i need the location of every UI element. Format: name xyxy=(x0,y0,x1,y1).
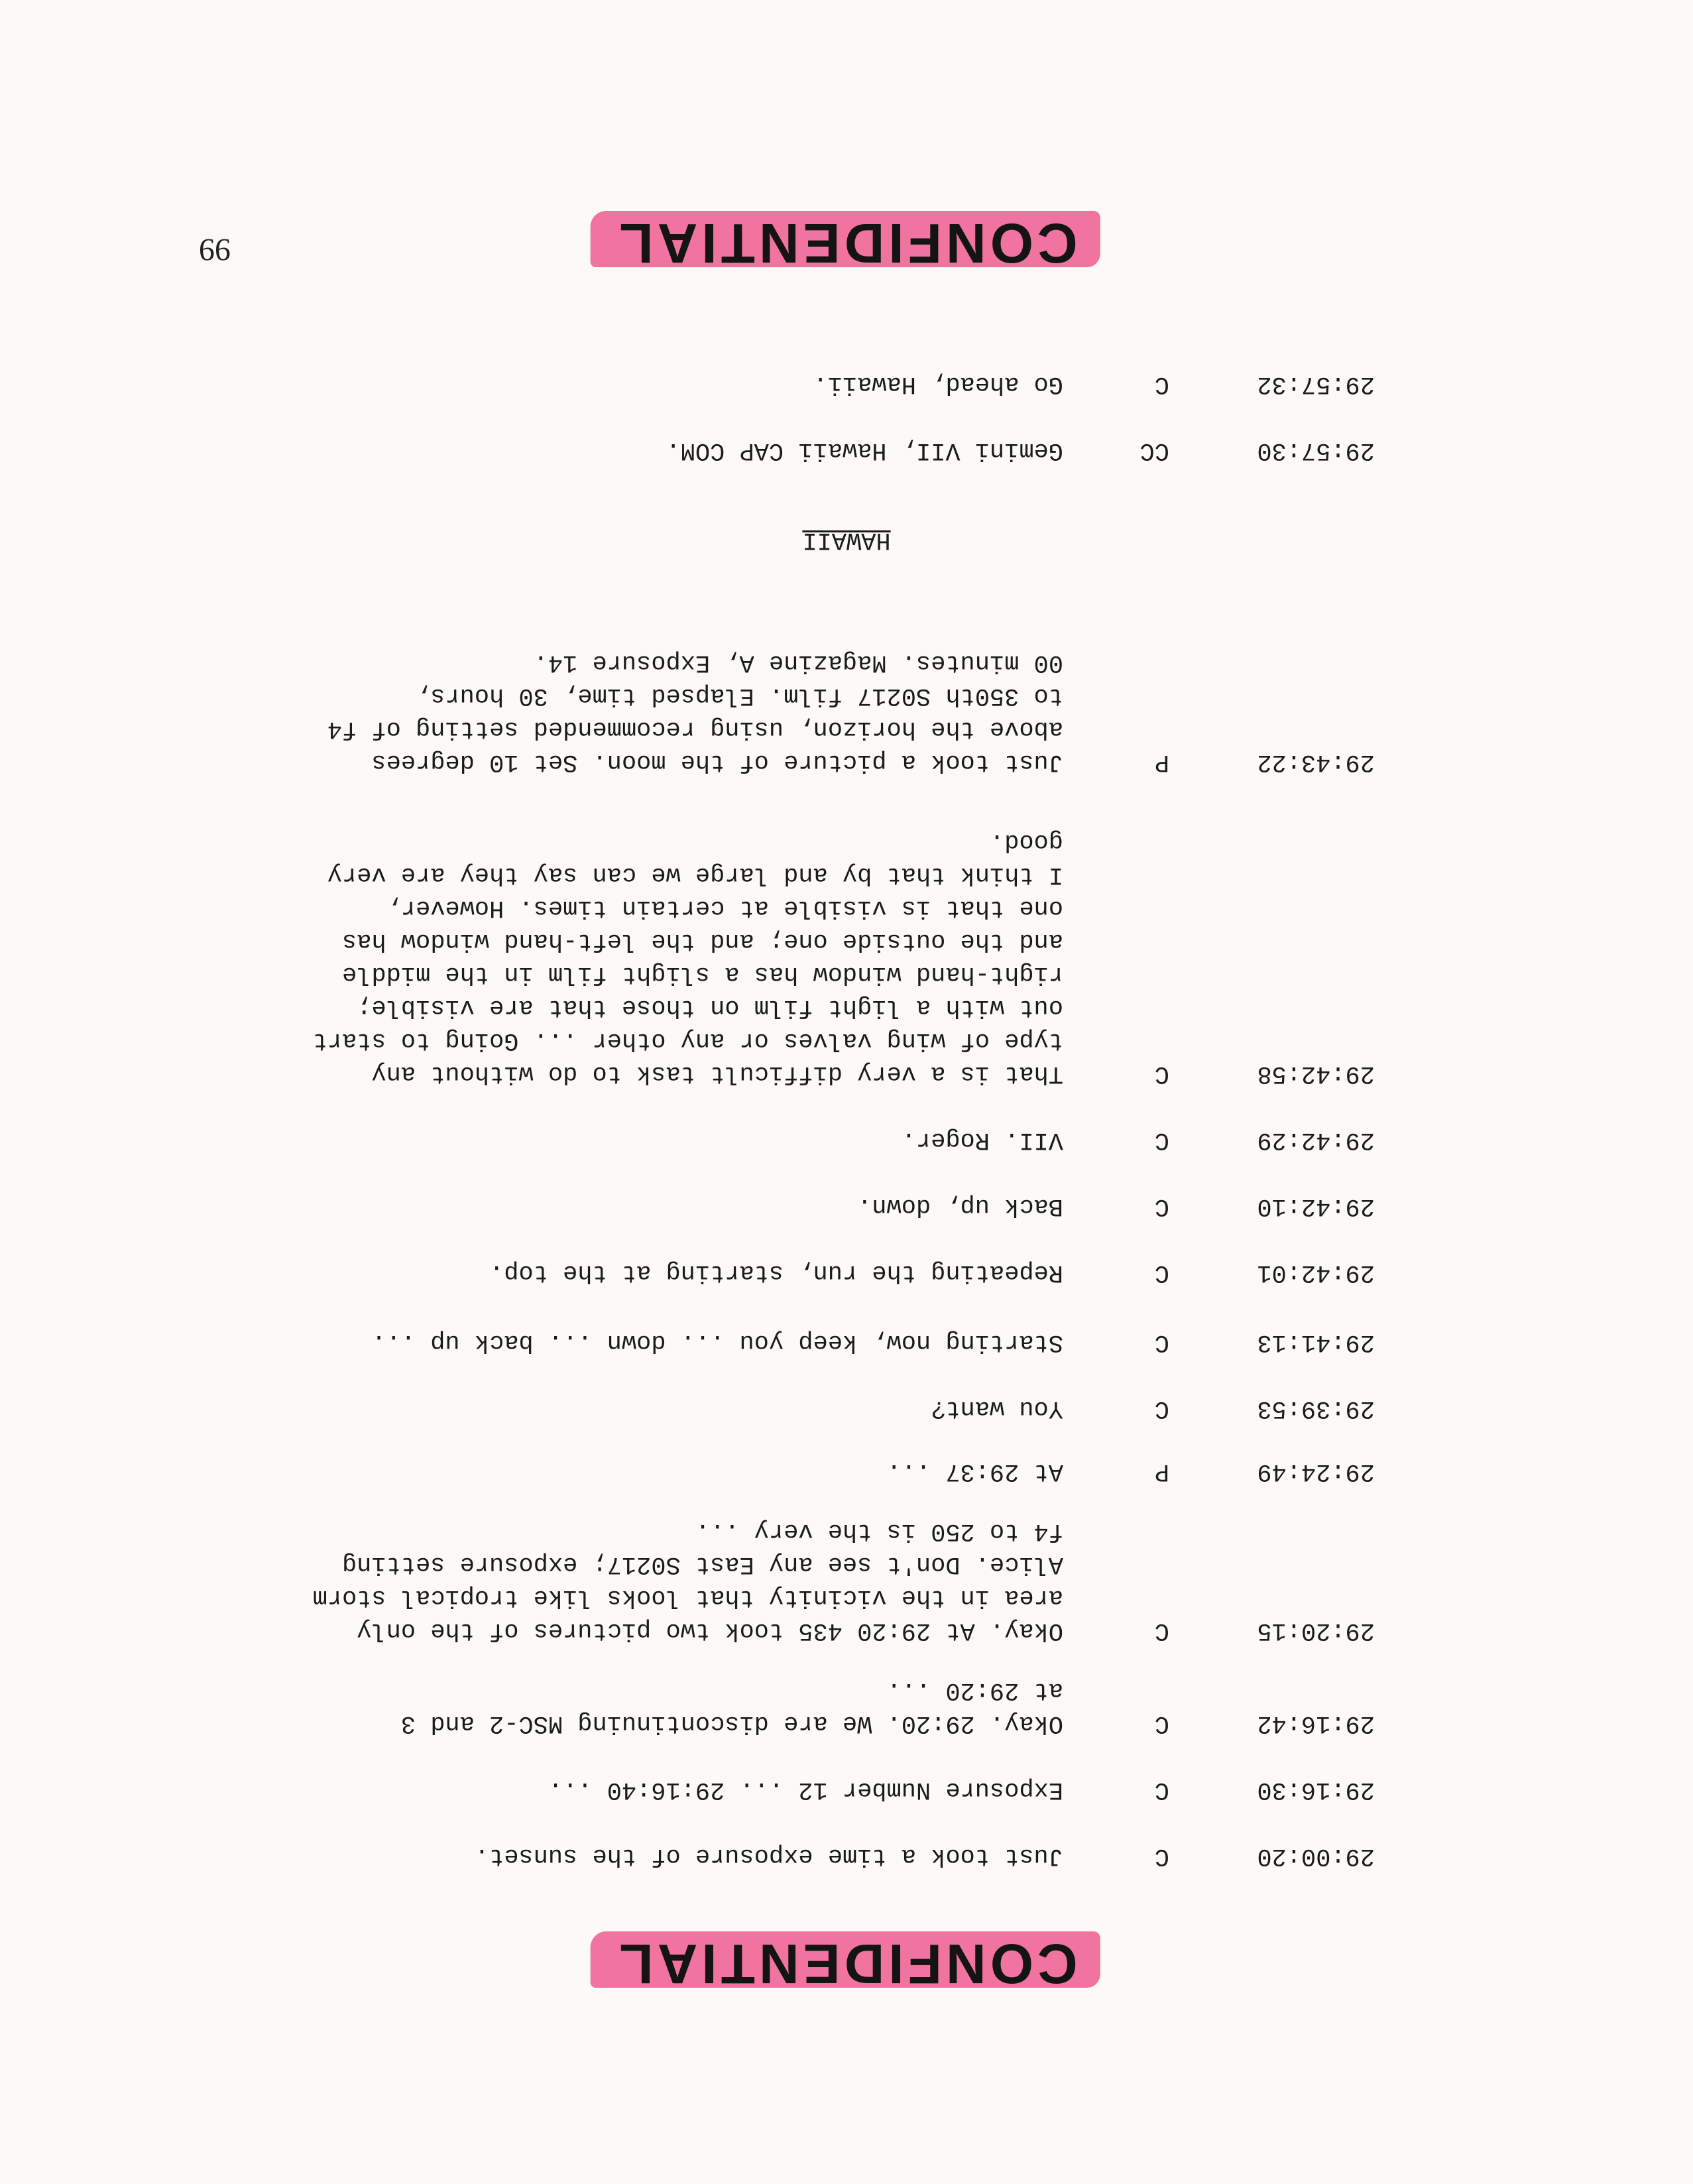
entry-text: Exposure Number 12 ... 29:16:40 ... xyxy=(548,1776,1063,1803)
entry-time: 29:43:22 xyxy=(1257,748,1375,776)
entry-text: Gemini VII, Hawaii CAP COM. xyxy=(666,436,1063,464)
entry-text: Just took a picture of the moon. Set 10 degrees above the horizon, using recommended setting of f4 to 350th S0217 film. Elapsed time, 30 hours, 00 minutes. Magazine A, Exposure 14. xyxy=(327,648,1063,776)
entry-time: 29:20:15 xyxy=(1257,1616,1375,1644)
entry-speaker: C xyxy=(1154,1616,1169,1644)
entry-time: 29:41:13 xyxy=(1257,1328,1375,1356)
entry-speaker: C xyxy=(1154,1192,1169,1220)
entry-speaker: C xyxy=(1154,370,1169,398)
entry-text: Go ahead, Hawaii. xyxy=(813,370,1063,398)
entry-text: Okay. At 29:20 435 took two pictures of the only area in the vicinity that looks like tropical storm Alice. Don't see any East S0217; exposure setting f4 to 250 is the very ... xyxy=(312,1517,1063,1644)
confidential-stamp-text: CONFIDENTIAL xyxy=(597,1929,1096,1998)
entry-time: 29:42:58 xyxy=(1257,1060,1375,1087)
entry-speaker: C xyxy=(1154,1709,1169,1737)
entry-speaker: C xyxy=(1154,1394,1169,1422)
entry-speaker: C xyxy=(1154,1126,1169,1154)
entry-speaker: C xyxy=(1154,1328,1169,1356)
entry-time: 29:57:30 xyxy=(1257,436,1375,464)
entry-speaker: C xyxy=(1154,1258,1169,1286)
entry-time: 29:42:10 xyxy=(1257,1192,1375,1220)
entry-text: That is a very difficult task to do without any type of wing valves or any other ... Going to start out with a light film on those that are visible; right-hand window has a slight film in the middle and the outside one; and the left-hand window has one that is visible at certain times. However, I think that by and large we can say they are very good. xyxy=(312,827,1063,1087)
page-number: 99 xyxy=(199,232,231,267)
entry-text: Repeating the run, starting at the top. xyxy=(489,1258,1063,1286)
entry-text: Back up, down. xyxy=(857,1192,1063,1220)
entry-time: 29:24:49 xyxy=(1257,1457,1375,1485)
entry-speaker: C xyxy=(1154,1776,1169,1803)
entry-speaker: P xyxy=(1154,1457,1169,1485)
entry-speaker: CC xyxy=(1139,436,1169,464)
entry-speaker: C xyxy=(1154,1060,1169,1087)
entry-text: Starting now, keep you ... down ... back up ... xyxy=(371,1328,1063,1356)
entry-text: At 29:37 ... xyxy=(886,1457,1063,1485)
entry-time: 29:39:53 xyxy=(1257,1394,1375,1422)
entry-text: You want? xyxy=(931,1394,1063,1422)
entry-text: VII. Roger. xyxy=(901,1126,1063,1154)
entry-time: 29:00:20 xyxy=(1257,1842,1375,1870)
entry-speaker: P xyxy=(1154,748,1169,776)
entry-time: 29:42:01 xyxy=(1257,1258,1375,1286)
entry-time: 29:57:32 xyxy=(1257,370,1375,398)
entry-text: Okay. 29:20. We are discontinuing MSC-2 and 3 at 29:20 ... xyxy=(400,1676,1063,1737)
entry-time: 29:16:42 xyxy=(1257,1709,1375,1737)
entry-time: 29:42:29 xyxy=(1257,1126,1375,1154)
section-heading-text: HAWAII xyxy=(802,526,891,554)
entry-time: 29:16:30 xyxy=(1257,1776,1375,1803)
confidential-stamp-text: CONFIDENTIAL xyxy=(597,208,1096,278)
entry-text: Just took a time exposure of the sunset. xyxy=(474,1842,1063,1870)
section-heading xyxy=(0,523,1693,556)
entry-speaker: C xyxy=(1154,1842,1169,1870)
